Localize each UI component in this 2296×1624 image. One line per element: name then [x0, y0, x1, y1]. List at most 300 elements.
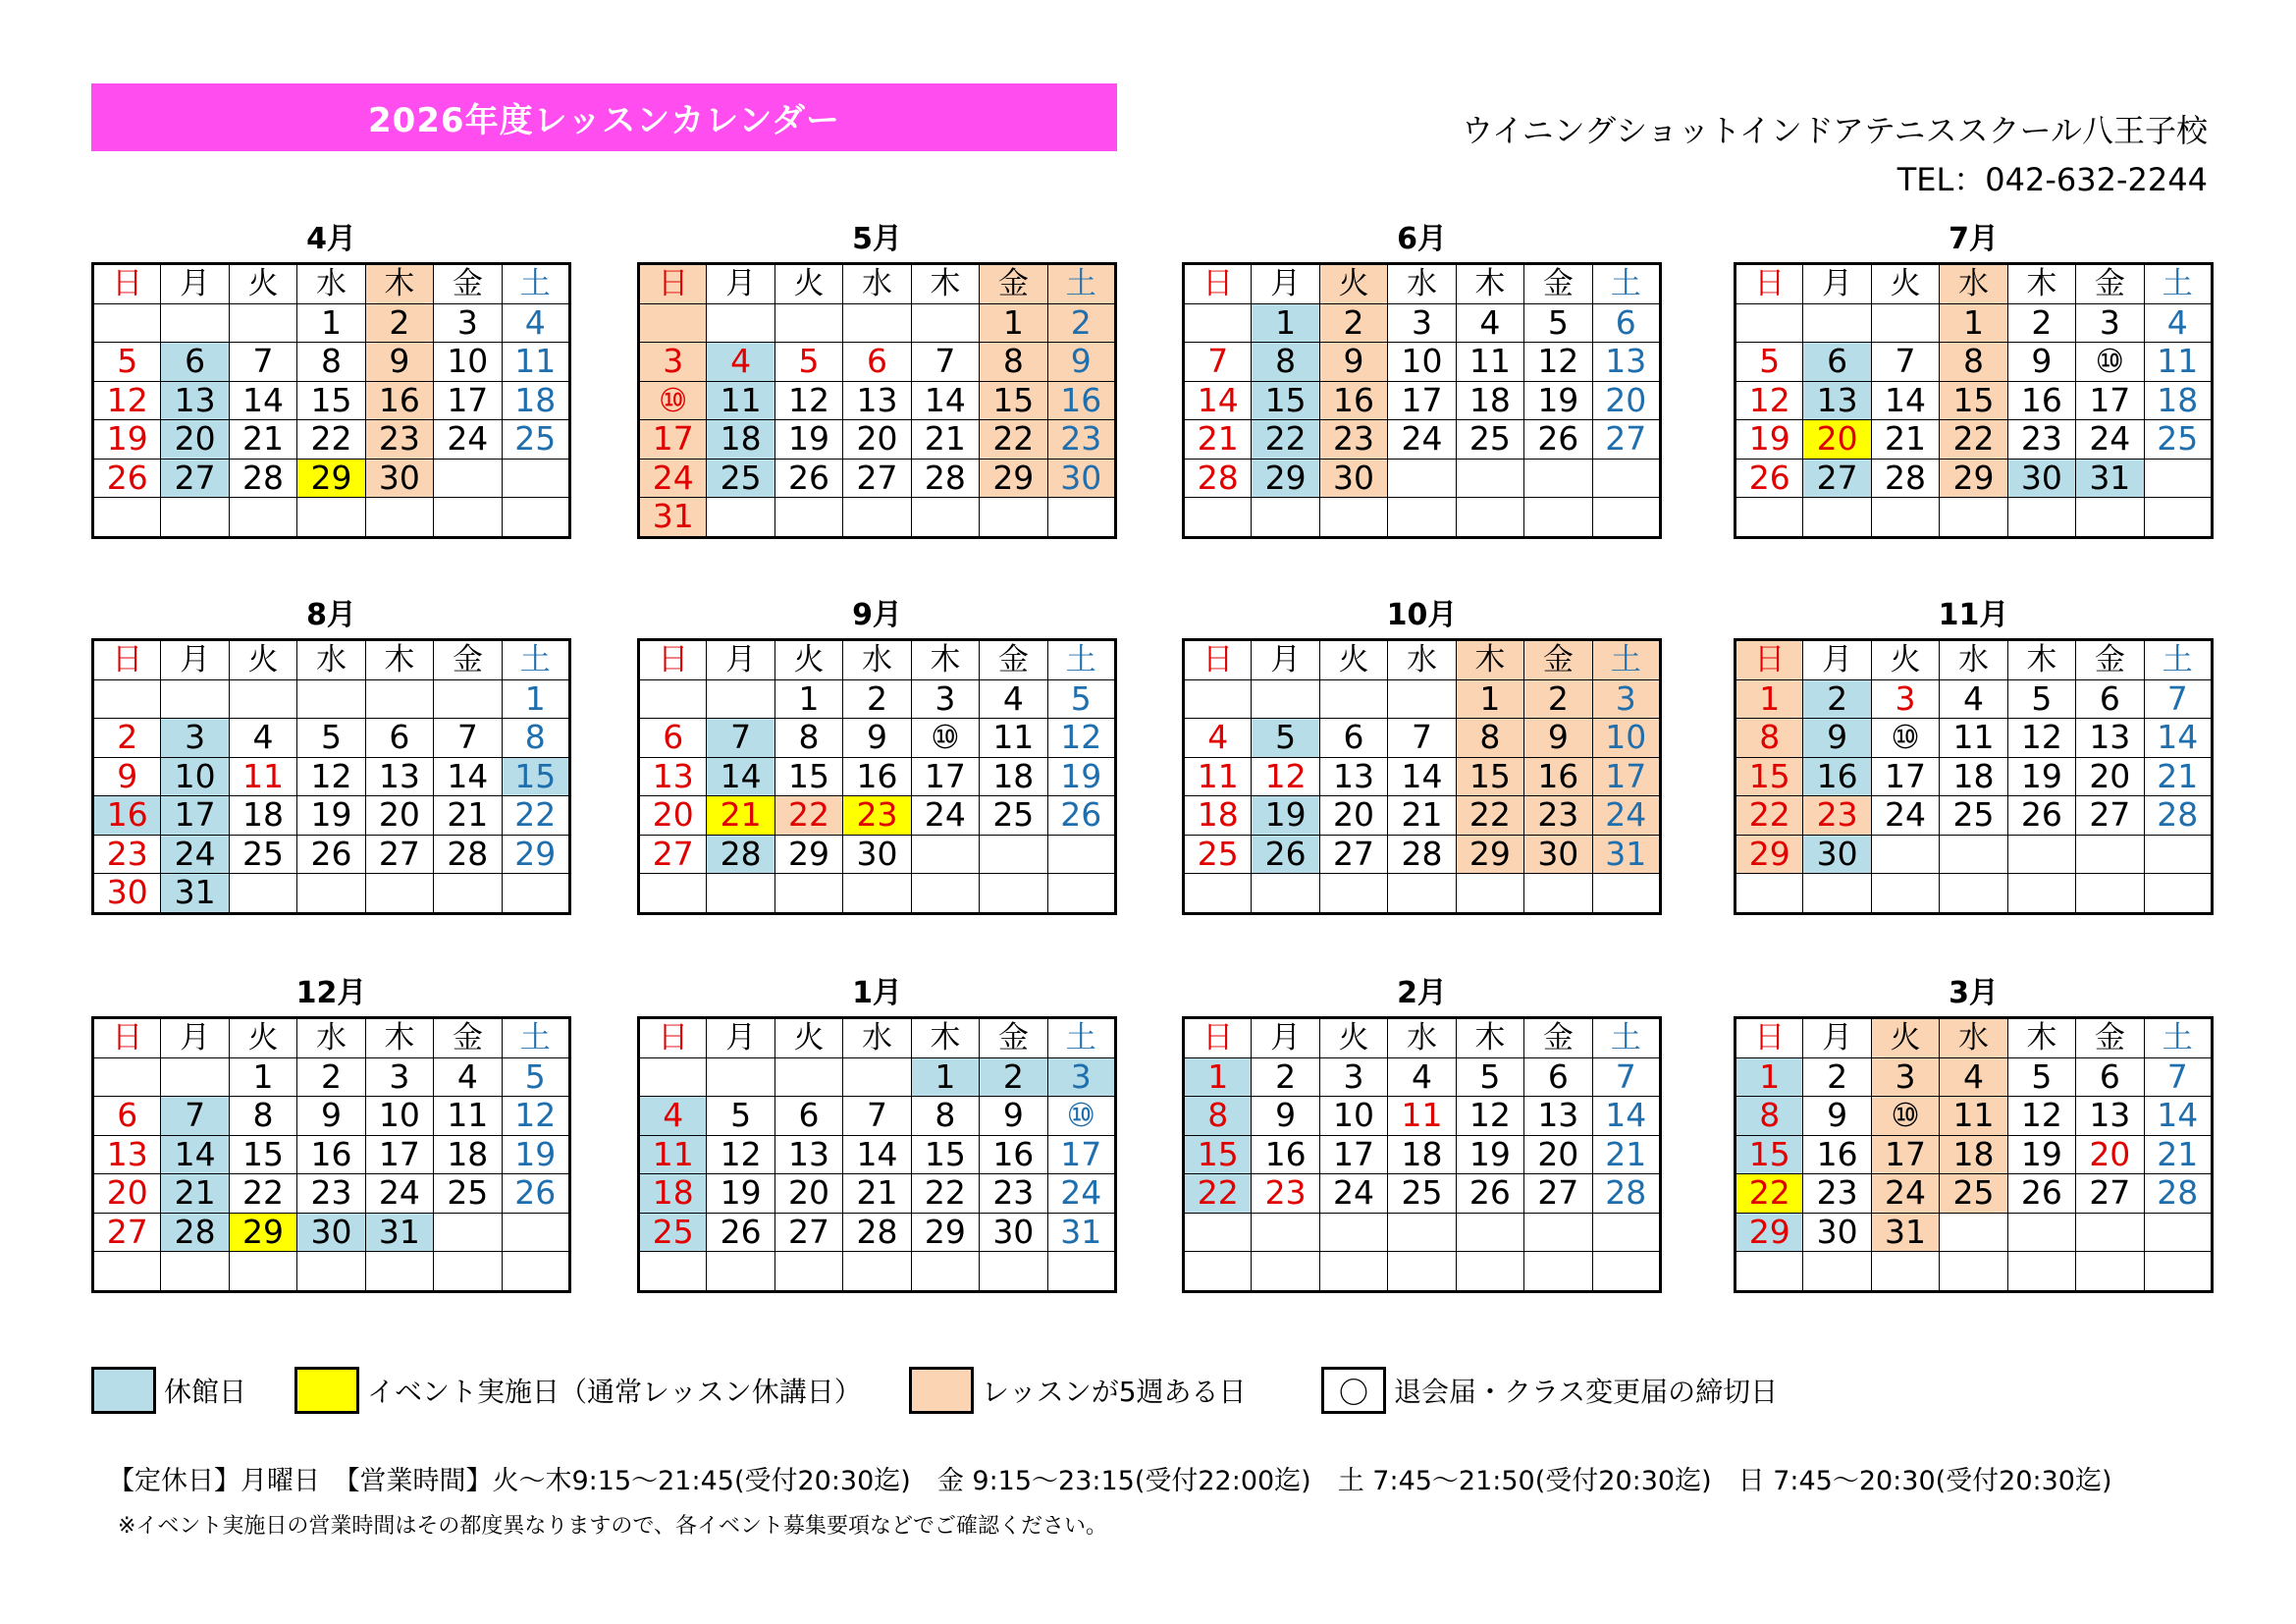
day-cell: 20: [1524, 1135, 1592, 1174]
empty-cell: [1252, 874, 1319, 914]
day-cell: 2: [1524, 679, 1592, 719]
day-cell: 13: [774, 1135, 842, 1174]
day-cell: 8: [1735, 719, 1803, 758]
day-cell: 9: [843, 719, 911, 758]
empty-cell: [1319, 498, 1387, 538]
weekday-header: 金: [2076, 264, 2144, 304]
empty-cell: [2076, 1252, 2144, 1292]
empty-cell: [1940, 498, 2007, 538]
empty-cell: [774, 1057, 842, 1097]
day-cell: 16: [1319, 381, 1387, 420]
day-cell: 15: [1252, 381, 1319, 420]
day-cell: 24: [2076, 420, 2144, 460]
day-cell: 3: [1871, 679, 1939, 719]
day-cell: 23: [297, 1174, 365, 1214]
day-cell: 4: [502, 303, 569, 343]
weekday-header: 日: [639, 640, 707, 680]
empty-cell: [2144, 835, 2212, 874]
day-cell: 2: [980, 1057, 1047, 1097]
empty-cell: [93, 1252, 161, 1292]
empty-cell: [1871, 1252, 1939, 1292]
day-cell: 21: [843, 1174, 911, 1214]
day-cell: 7: [2144, 1057, 2212, 1097]
day-cell: 8: [297, 343, 365, 382]
empty-cell: [707, 303, 774, 343]
day-cell: 9: [1803, 719, 1871, 758]
day-cell: 1: [502, 679, 569, 719]
day-cell: 6: [1592, 303, 1660, 343]
day-cell: 2: [843, 679, 911, 719]
day-cell: 23: [365, 420, 433, 460]
weekday-header: 月: [707, 264, 774, 304]
weekday-header: 金: [1524, 1018, 1592, 1058]
month-calendar: [91, 596, 571, 915]
day-cell: 7: [911, 343, 979, 382]
empty-cell: [502, 874, 569, 914]
empty-cell: [2007, 1213, 2075, 1252]
empty-cell: [1592, 459, 1660, 498]
empty-cell: [502, 459, 569, 498]
empty-cell: [1524, 1213, 1592, 1252]
day-cell: 30: [1319, 459, 1387, 498]
legend-deadline-swatch: [1321, 1367, 1386, 1414]
empty-cell: [1592, 874, 1660, 914]
day-cell: 5: [1047, 679, 1115, 719]
day-cell: 5: [1456, 1057, 1523, 1097]
day-cell: 22: [1456, 796, 1523, 836]
empty-cell: [911, 303, 979, 343]
day-cell: 18: [2144, 381, 2212, 420]
day-cell: 22: [229, 1174, 296, 1214]
day-cell: 23: [843, 796, 911, 836]
month-calendar: [637, 220, 1117, 539]
month-calendar: [1182, 596, 1662, 915]
empty-cell: [2007, 498, 2075, 538]
day-cell: 6: [93, 1097, 161, 1136]
month-grid: [637, 638, 1117, 915]
empty-cell: [161, 498, 229, 538]
day-cell: 28: [434, 835, 502, 874]
circle-icon: 〇: [1339, 1377, 1368, 1411]
day-cell: 11: [434, 1097, 502, 1136]
empty-cell: [843, 498, 911, 538]
empty-cell: [2007, 835, 2075, 874]
day-cell: 13: [1803, 381, 1871, 420]
day-cell: ⑩: [911, 719, 979, 758]
day-cell: 2: [297, 1057, 365, 1097]
empty-cell: [1735, 874, 1803, 914]
weekday-header: 日: [1735, 264, 1803, 304]
weekday-header: 木: [2007, 264, 2075, 304]
day-cell: 20: [1319, 796, 1387, 836]
day-cell: 7: [1184, 343, 1252, 382]
day-cell: 30: [1803, 1213, 1871, 1252]
empty-cell: [297, 679, 365, 719]
day-cell: 8: [1940, 343, 2007, 382]
weekday-header: 水: [843, 640, 911, 680]
empty-cell: [434, 1213, 502, 1252]
day-cell: 8: [911, 1097, 979, 1136]
empty-cell: [502, 498, 569, 538]
day-cell: 23: [93, 835, 161, 874]
day-cell: 3: [2076, 303, 2144, 343]
empty-cell: [502, 1252, 569, 1292]
weekday-header: 日: [1184, 640, 1252, 680]
day-cell: 4: [1940, 679, 2007, 719]
day-cell: 17: [911, 757, 979, 796]
day-cell: 1: [980, 303, 1047, 343]
day-cell: 27: [639, 835, 707, 874]
empty-cell: [1388, 679, 1456, 719]
day-cell: 3: [1047, 1057, 1115, 1097]
day-cell: 13: [843, 381, 911, 420]
day-cell: 13: [2076, 719, 2144, 758]
empty-cell: [161, 1057, 229, 1097]
day-cell: 19: [2007, 757, 2075, 796]
day-cell: 30: [93, 874, 161, 914]
day-cell: 10: [365, 1097, 433, 1136]
empty-cell: [707, 1057, 774, 1097]
weekday-header: 日: [1184, 264, 1252, 304]
day-cell: 29: [1456, 835, 1523, 874]
day-cell: 3: [365, 1057, 433, 1097]
weekday-header: 日: [639, 1018, 707, 1058]
day-cell: 22: [502, 796, 569, 836]
weekday-header: 月: [1803, 264, 1871, 304]
weekday-header: 日: [1735, 1018, 1803, 1058]
empty-cell: [1184, 498, 1252, 538]
day-cell: 8: [980, 343, 1047, 382]
empty-cell: [1940, 835, 2007, 874]
empty-cell: [1252, 1252, 1319, 1292]
day-cell: 2: [365, 303, 433, 343]
day-cell: 11: [1940, 1097, 2007, 1136]
day-cell: 19: [1524, 381, 1592, 420]
day-cell: 5: [297, 719, 365, 758]
empty-cell: [1940, 1213, 2007, 1252]
legend-deadline-label: 退会届・クラス変更届の締切日: [1394, 1376, 1779, 1408]
empty-cell: [2144, 874, 2212, 914]
empty-cell: [434, 498, 502, 538]
day-cell: 30: [365, 459, 433, 498]
day-cell: 6: [1524, 1057, 1592, 1097]
day-cell: 6: [1319, 719, 1387, 758]
day-cell: 12: [1456, 1097, 1523, 1136]
day-cell: 1: [774, 679, 842, 719]
empty-cell: [1252, 679, 1319, 719]
day-cell: 25: [229, 835, 296, 874]
day-cell: 28: [229, 459, 296, 498]
empty-cell: [1388, 1252, 1456, 1292]
day-cell: ⑩: [1871, 719, 1939, 758]
month-title: 4月: [306, 222, 356, 256]
day-cell: 27: [2076, 1174, 2144, 1214]
weekday-header: 月: [1803, 640, 1871, 680]
day-cell: 11: [980, 719, 1047, 758]
day-cell: 7: [161, 1097, 229, 1136]
month-title: 12月: [295, 976, 367, 1010]
day-cell: 29: [1735, 835, 1803, 874]
empty-cell: [1388, 874, 1456, 914]
day-cell: 23: [1524, 796, 1592, 836]
day-cell: 21: [707, 796, 774, 836]
empty-cell: [1047, 1252, 1115, 1292]
weekday-header: 火: [229, 264, 296, 304]
empty-cell: [843, 874, 911, 914]
day-cell: 22: [1184, 1174, 1252, 1214]
day-cell: ⑩: [1047, 1097, 1115, 1136]
day-cell: 14: [161, 1135, 229, 1174]
empty-cell: [229, 874, 296, 914]
day-cell: 18: [502, 381, 569, 420]
day-cell: 26: [1524, 420, 1592, 460]
day-cell: 6: [161, 343, 229, 382]
empty-cell: [1388, 498, 1456, 538]
month-grid: [637, 262, 1117, 539]
day-cell: 4: [1388, 1057, 1456, 1097]
day-cell: 4: [1184, 719, 1252, 758]
empty-cell: [1871, 303, 1939, 343]
day-cell: 11: [1184, 757, 1252, 796]
empty-cell: [1803, 1252, 1871, 1292]
day-cell: 12: [707, 1135, 774, 1174]
day-cell: 27: [1524, 1174, 1592, 1214]
day-cell: 15: [980, 381, 1047, 420]
day-cell: 22: [980, 420, 1047, 460]
day-cell: 1: [1184, 1057, 1252, 1097]
empty-cell: [639, 1252, 707, 1292]
weekday-header: 木: [2007, 640, 2075, 680]
empty-cell: [1047, 835, 1115, 874]
day-cell: 20: [2076, 1135, 2144, 1174]
legend-five: [909, 1366, 1247, 1415]
weekday-header: 火: [1871, 1018, 1939, 1058]
empty-cell: [1735, 1252, 1803, 1292]
month-grid: [1734, 638, 2214, 915]
day-cell: 3: [911, 679, 979, 719]
day-cell: 23: [1803, 1174, 1871, 1214]
empty-cell: [980, 874, 1047, 914]
weekday-header: 月: [1252, 264, 1319, 304]
day-cell: 26: [93, 459, 161, 498]
day-cell: 28: [2144, 796, 2212, 836]
weekday-header: 月: [161, 264, 229, 304]
weekday-header: 金: [434, 640, 502, 680]
weekday-header: 水: [1388, 264, 1456, 304]
day-cell: 12: [774, 381, 842, 420]
day-cell: 1: [1252, 303, 1319, 343]
legend-event-swatch: [294, 1367, 359, 1414]
empty-cell: [161, 1252, 229, 1292]
day-cell: 11: [502, 343, 569, 382]
day-cell: 16: [843, 757, 911, 796]
weekday-header: 火: [1319, 640, 1387, 680]
day-cell: 28: [911, 459, 979, 498]
empty-cell: [1871, 498, 1939, 538]
day-cell: 29: [297, 459, 365, 498]
empty-cell: [2007, 1252, 2075, 1292]
month-calendar: [637, 596, 1117, 915]
weekday-header: 火: [229, 1018, 296, 1058]
day-cell: 5: [707, 1097, 774, 1136]
day-cell: 17: [1388, 381, 1456, 420]
day-cell: 15: [1735, 757, 1803, 796]
day-cell: 8: [774, 719, 842, 758]
day-cell: 12: [1047, 719, 1115, 758]
day-cell: 31: [1871, 1213, 1939, 1252]
day-cell: ⑩: [1871, 1097, 1939, 1136]
legend-closed-swatch: [91, 1367, 156, 1414]
day-cell: 30: [1803, 835, 1871, 874]
day-cell: 12: [1252, 757, 1319, 796]
weekday-header: 土: [2144, 264, 2212, 304]
day-cell: 8: [1735, 1097, 1803, 1136]
empty-cell: [1803, 498, 1871, 538]
weekday-header: 金: [1524, 264, 1592, 304]
month-calendar: [91, 220, 571, 539]
day-cell: 15: [1456, 757, 1523, 796]
day-cell: 31: [1592, 835, 1660, 874]
day-cell: 7: [843, 1097, 911, 1136]
day-cell: 13: [1319, 757, 1387, 796]
empty-cell: [843, 303, 911, 343]
day-cell: 27: [365, 835, 433, 874]
month-grid: [1182, 1016, 1662, 1293]
empty-cell: [1319, 1213, 1387, 1252]
month-grid: [1182, 262, 1662, 539]
day-cell: 29: [1735, 1213, 1803, 1252]
weekday-header: 火: [1871, 264, 1939, 304]
day-cell: 27: [843, 459, 911, 498]
day-cell: 13: [365, 757, 433, 796]
empty-cell: [1871, 835, 1939, 874]
day-cell: 11: [1388, 1097, 1456, 1136]
day-cell: 10: [1319, 1097, 1387, 1136]
empty-cell: [2144, 459, 2212, 498]
weekday-header: 木: [911, 1018, 979, 1058]
day-cell: 20: [843, 420, 911, 460]
day-cell: 17: [1871, 1135, 1939, 1174]
day-cell: 18: [1456, 381, 1523, 420]
day-cell: 31: [1047, 1213, 1115, 1252]
day-cell: 26: [707, 1213, 774, 1252]
event-note: ※イベント実施日の営業時間はその都度異なりますので、各イベント募集要項などでご確認ください。: [118, 1514, 1107, 1539]
weekday-header: 土: [2144, 1018, 2212, 1058]
empty-cell: [1592, 1213, 1660, 1252]
day-cell: 18: [1940, 757, 2007, 796]
day-cell: 21: [1871, 420, 1939, 460]
day-cell: 11: [1940, 719, 2007, 758]
day-cell: 30: [2007, 459, 2075, 498]
day-cell: 16: [980, 1135, 1047, 1174]
day-cell: 15: [502, 757, 569, 796]
day-cell: 2: [1047, 303, 1115, 343]
empty-cell: [2007, 874, 2075, 914]
empty-cell: [1184, 1213, 1252, 1252]
day-cell: 2: [1252, 1057, 1319, 1097]
day-cell: 16: [1803, 757, 1871, 796]
empty-cell: [911, 1252, 979, 1292]
day-cell: 29: [1940, 459, 2007, 498]
day-cell: 19: [297, 796, 365, 836]
empty-cell: [434, 874, 502, 914]
day-cell: 19: [2007, 1135, 2075, 1174]
legend-five-label: レッスンが5週ある日: [982, 1376, 1247, 1408]
empty-cell: [1252, 1213, 1319, 1252]
day-cell: 23: [1319, 420, 1387, 460]
day-cell: 9: [297, 1097, 365, 1136]
day-cell: 1: [1735, 679, 1803, 719]
empty-cell: [1735, 498, 1803, 538]
day-cell: 27: [161, 459, 229, 498]
weekday-header: 月: [707, 1018, 774, 1058]
day-cell: 18: [1940, 1135, 2007, 1174]
month-calendar: [1734, 220, 2214, 539]
day-cell: 17: [1592, 757, 1660, 796]
weekday-header: 火: [1871, 640, 1939, 680]
day-cell: 22: [1735, 1174, 1803, 1214]
page-title: 2026年度レッスンカレンダー: [91, 83, 1117, 151]
day-cell: 23: [1047, 420, 1115, 460]
day-cell: 17: [161, 796, 229, 836]
month-grid: [1734, 1016, 2214, 1293]
day-cell: 5: [502, 1057, 569, 1097]
weekday-header: 木: [365, 264, 433, 304]
weekday-header: 水: [297, 1018, 365, 1058]
day-cell: 26: [2007, 796, 2075, 836]
empty-cell: [1524, 498, 1592, 538]
weekday-header: 土: [502, 264, 569, 304]
month-calendar: [1734, 974, 2214, 1293]
empty-cell: [2076, 874, 2144, 914]
day-cell: 18: [229, 796, 296, 836]
empty-cell: [502, 1213, 569, 1252]
day-cell: 21: [229, 420, 296, 460]
weekday-header: 木: [1456, 1018, 1523, 1058]
day-cell: 27: [93, 1213, 161, 1252]
day-cell: 10: [161, 757, 229, 796]
day-cell: 29: [911, 1213, 979, 1252]
day-cell: 21: [2144, 757, 2212, 796]
day-cell: 9: [1524, 719, 1592, 758]
day-cell: 2: [93, 719, 161, 758]
day-cell: 19: [93, 420, 161, 460]
weekday-header: 土: [1047, 1018, 1115, 1058]
day-cell: 5: [774, 343, 842, 382]
day-cell: 29: [1252, 459, 1319, 498]
day-cell: 15: [1940, 381, 2007, 420]
empty-cell: [365, 874, 433, 914]
day-cell: 21: [1184, 420, 1252, 460]
day-cell: 14: [1388, 757, 1456, 796]
day-cell: 3: [1871, 1057, 1939, 1097]
school-phone: TEL：042-632-2244: [1896, 161, 2208, 198]
weekday-header: 水: [1388, 1018, 1456, 1058]
day-cell: 8: [1252, 343, 1319, 382]
weekday-header: 水: [1388, 640, 1456, 680]
day-cell: 10: [1592, 719, 1660, 758]
weekday-header: 月: [1803, 1018, 1871, 1058]
school-name: ウイニングショットインドアテニススクール八王子校: [1461, 112, 2208, 149]
day-cell: 16: [1803, 1135, 1871, 1174]
day-cell: 4: [639, 1097, 707, 1136]
day-cell: 20: [2076, 757, 2144, 796]
day-cell: 19: [707, 1174, 774, 1214]
day-cell: 27: [2076, 796, 2144, 836]
weekday-header: 火: [774, 264, 842, 304]
day-cell: 11: [707, 381, 774, 420]
day-cell: 26: [1047, 796, 1115, 836]
